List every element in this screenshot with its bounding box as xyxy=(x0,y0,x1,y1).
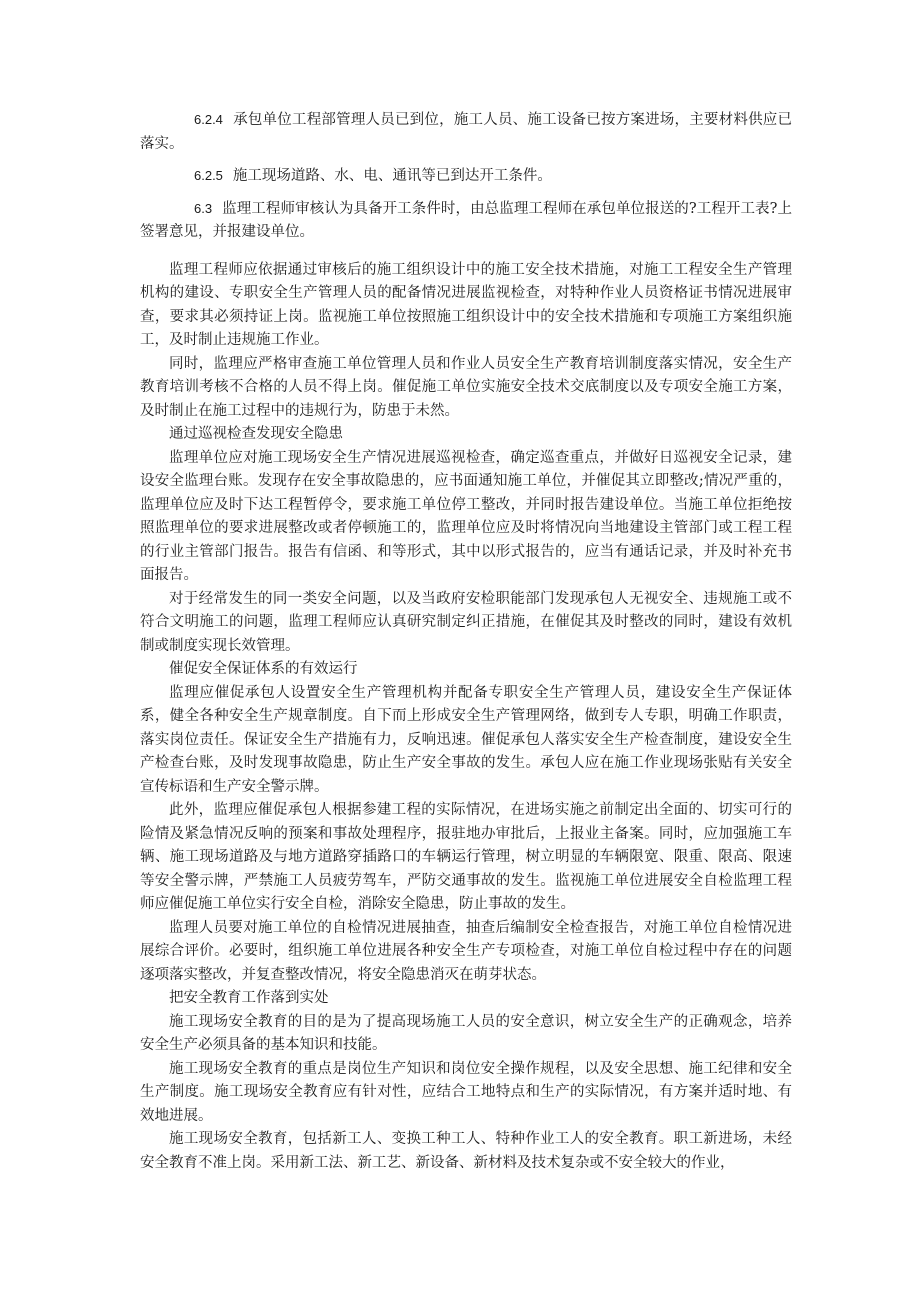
clause-6-3 xyxy=(140,197,792,245)
paragraph: 施工现场安全教育，包括新工人、变换工种工人、特种作业工人的安全教育。职工新进场，未经安全教育不准上岗。采用新工法、新工艺、新设备、新材料及技术复杂或不安全较大的作业， xyxy=(140,1131,792,1171)
clause-text: 监理工程师审核认为具备开工条件时，由总监理工程师在承包单位报送的?工程开工表?上签署意见，并报建设单位。 xyxy=(140,200,792,240)
document-page xyxy=(140,108,792,1175)
paragraph: 监理单位应对施工现场安全生产情况进展巡视检查，确定巡查重点，并做好日巡视安全记录，建设安全监理台账。发现存在安全事故隐患的，应书面通知施工单位，并催促其立即整改;情况严重的，监理单位应及时下达工程暂停令，要求施工单位停工整改，并同时报告建设单位。当施工单位拒绝按照监理单位的要求进展整改或者停顿施工的，监理单位应及时将情况向当地建设主管部门或工程工程的行业主管部门报告。报告有信函、和等形式，其中以形式报告的，应当有通话记录，并及时补充书面报告。 xyxy=(140,449,792,583)
section-heading: 催促安全保证体系的有效运行 xyxy=(169,661,358,677)
section-heading: 通过巡视检查发现安全隐患 xyxy=(169,426,343,442)
section-heading: 把安全教育工作落到实处 xyxy=(169,990,329,1006)
clause-number: 6.2.5 xyxy=(194,168,223,183)
clause-6-2-5 xyxy=(140,164,792,189)
clause-6-2-4 xyxy=(140,108,792,156)
paragraph: 施工现场安全教育的目的是为了提高现场施工人员的安全意识，树立安全生产的正确观念，培养安全生产必须具备的基本知识和技能。 xyxy=(140,1013,792,1053)
paragraph: 施工现场安全教育的重点是岗位生产知识和岗位安全操作规程，以及安全思想、施工纪律和安全生产制度。施工现场安全教育应有针对性，应结合工地特点和生产的实际情况，有方案并适时地、有效地进展。 xyxy=(140,1060,792,1124)
paragraph: 同时，监理应严格审查施工单位管理人员和作业人员安全生产教育培训制度落实情况，安全生产教育培训考核不合格的人员不得上岗。催促施工单位实施安全技术交底制度以及专项安全施工方案，及时制止在施工过程中的违规行为，防患于未然。 xyxy=(140,355,792,419)
paragraph: 对于经常发生的同一类安全问题，以及当政府安检职能部门发现承包人无视安全、违规施工或不符合文明施工的问题，监理工程师应认真研究制定纠正措施，在催促其及时整改的同时，建设有效机制或制度实现长效管理。 xyxy=(140,590,792,654)
paragraph: 此外，监理应催促承包人根据参建工程的实际情况，在进场实施之前制定出全面的、切实可行的险情及紧急情况反响的预案和事故处理程序，报驻地办审批后，上报业主备案。同时，应加强施工车辆、施工现场道路及与地方道路穿插路口的车辆运行管理，树立明显的车辆限宽、限重、限高、限速等安全警示牌，严禁施工人员疲劳驾车，严防交通事故的发生。监视施工单位进展安全自检监理工程师应催促施工单位实行安全自检，消除安全隐患，防止事故的发生。 xyxy=(140,802,792,912)
paragraph: 监理应催促承包人设置安全生产管理机构并配备专职安全生产管理人员，建设安全生产保证体系，健全各种安全生产规章制度。自下而上形成安全生产管理网络，做到专人专职，明确工作职责，落实岗位责任。保证安全生产措施有力，反响迅速。催促承包人落实安全生产检查制度，建设安全生产检查台账，及时发现事故隐患，防止生产安全事故的发生。承包人应在施工作业现场张贴有关安全宣传标语和生产安全警示牌。 xyxy=(140,684,792,795)
clause-number: 6.2.4 xyxy=(194,112,223,127)
clause-text: 施工现场道路、水、电、通讯等已到达开工条件。 xyxy=(232,168,552,184)
paragraph: 监理人员要对施工单位的自检情况进展抽查，抽查后编制安全检查报告，对施工单位自检情况进展综合评价。必要时，组织施工单位进展各种安全生产专项检查，对施工单位自检过程中存在的问题逐项落实整改，并复查整改情况，将安全隐患消灭在萌芽状态。 xyxy=(140,919,792,983)
paragraph: 监理工程师应依据通过审核后的施工组织设计中的施工安全技术措施，对施工工程安全生产管理机构的建设、专职安全生产管理人员的配备情况进展监视检查，对特种作业人员资格证书情况进展审查，要求其必须持证上岗。监视施工单位按照施工组织设计中的安全技术措施和专项施工方案组织施工，及时制止违规施工作业。 xyxy=(140,261,792,348)
clause-text: 承包单位工程部管理人员已到位，施工人员、施工设备已按方案进场，主要材料供应已落实。 xyxy=(140,112,792,152)
clause-number: 6.3 xyxy=(194,200,213,216)
